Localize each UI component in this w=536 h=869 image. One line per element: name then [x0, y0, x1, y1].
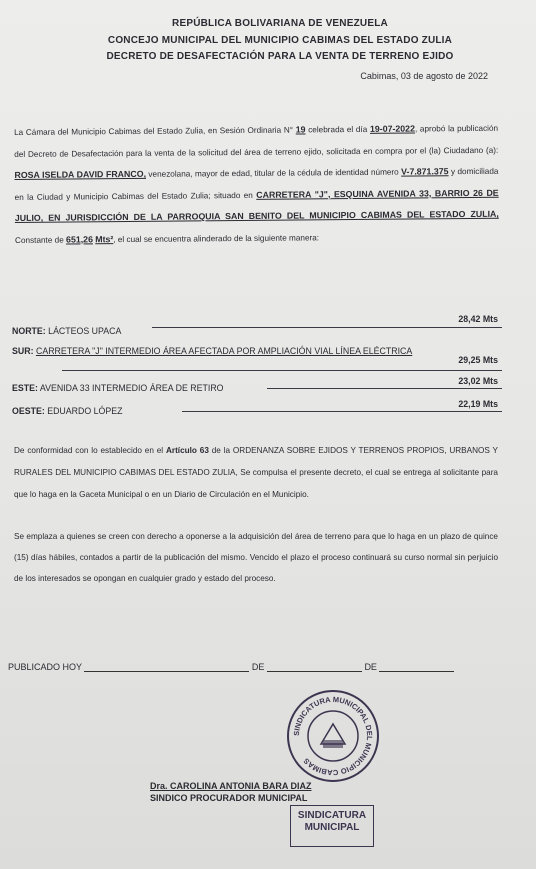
para1-text-4: venezolana, mayor de edad, titular de la cédula de identidad número [148, 167, 399, 179]
boundary-south-text: CARRETERA "J" INTERMEDIO ÁREA AFECTADA POR AMPLIACIÓN VIAL LÍNEA ELÉCTRICA [35, 346, 413, 356]
boundary-north-text: LÁCTEOS UPACA [48, 326, 122, 336]
boundary-south-rule [62, 370, 502, 371]
property-location: CARRETERA "J", ESQUINA AVENIDA 33, BARRIO 26 DE JULIO, EN JURISDICCIÓN DE LA PARROQUIA SAN BENITO DEL MUNICIPIO CABIMAS DEL ESTADO ZULIA, [14, 187, 499, 223]
boundary-east-text: AVENIDA 33 INTERMEDIO ÁREA DE RETIRO [39, 383, 224, 393]
header-decree-title: DECRETO DE DESAFECTACIÓN PARA LA VENTA DE TERRENO EJIDO [106, 51, 454, 62]
boundary-north-length: 28,42 Mts [458, 314, 498, 324]
published-de-2: DE [364, 662, 377, 672]
para1-text-3: , aprobó la publicación del Decreto de Desafectación para la venta de la solicitud del área de terreno ejido, solicitada en compra por el (la) Ciudadano (a): [14, 123, 499, 159]
para1-text-5: y domiciliada en la Ciudad y Municipio Cabimas del Estado Zulia; situado en [14, 166, 499, 202]
boundary-north-rule [152, 327, 502, 328]
paragraph-session [14, 118, 499, 251]
official-seal [285, 688, 381, 789]
boundary-west-rule [182, 411, 502, 412]
para1-text-1: La Cámara del Municipio Cabimas del Estado Zulia, en Sesión Ordinaria N° [14, 125, 294, 137]
published-line [8, 662, 508, 672]
boundary-west-length: 22,19 Mts [458, 399, 498, 409]
published-blank-day [84, 662, 249, 672]
boundary-north [12, 314, 502, 340]
published-blank-year [379, 662, 454, 672]
signatory-name: Dra. CAROLINA ANTONIA BARA DIAZ [150, 781, 312, 791]
boundary-east-label: ESTE: [12, 383, 38, 393]
applicant-name: ROSA ISELDA DAVID FRANCO, [14, 168, 147, 180]
signatory-title: SINDICO PROCURADOR MUNICIPAL [150, 793, 308, 803]
boundary-east [12, 376, 502, 399]
boundary-south-label: SUR: [12, 346, 34, 356]
id-number: V-7.871.375 [401, 166, 449, 177]
boundary-south-length: 29,25 Mts [458, 355, 498, 365]
boundary-west [12, 400, 502, 420]
paragraph-legal-basis [14, 440, 498, 506]
boundary-east-rule [267, 388, 502, 389]
seal-ring-text: SINDICATURA MUNICIPAL DEL MUNICIPIO CABIMAS [291, 694, 375, 778]
boundary-north-label: NORTE: [12, 326, 46, 336]
published-blank-month [267, 662, 362, 672]
paragraph-opposition-notice: Se emplaza a quienes se creen con derecho a oponerse a la adquisición del área de terreno para que lo haga en un plazo de quince (15) días hábiles, contados a partir de la publicación del mismo. Vencido el plazo el proceso continuará su curso normal sin perjuicio de los interesados se opongan en cualquier grado y estado del proceso. [14, 532, 498, 583]
boundary-east-length: 23,02 Mts [458, 376, 498, 386]
signature-block [150, 780, 312, 804]
boundary-west-label: OESTE: [12, 406, 45, 416]
header-republic: REPÚBLICA BOLIVARIANA DE VENEZUELA [172, 18, 388, 29]
area-unit: Mts² [95, 233, 114, 244]
boundary-south [12, 342, 502, 376]
svg-text:SINDICATURA MUNICIPAL DEL MUNI [292, 695, 374, 777]
article-reference: Artículo 63 [165, 446, 209, 455]
session-date: 19-07-2022 [369, 123, 415, 134]
document-date: Cabimas, 03 de agosto de 2022 [360, 71, 488, 81]
para2-text-1: De conformidad con lo establecido en el [14, 446, 164, 455]
boundary-west-text: EDUARDO LÓPEZ [47, 406, 123, 416]
seal-graphic [285, 688, 381, 784]
sindicatura-stamp [290, 805, 374, 847]
stamp-line-2: MUNICIPAL [304, 822, 360, 833]
para2-text-2: de la ORDENANZA SOBRE EJIDOS Y TERRENOS PROPIOS, URBANOS Y RURALES DEL MUNICIPIO CABIMAS DEL ESTADO ZULIA, Se compulsa el presente decreto, el cual se entrega al solicitante para que lo haga en la Gaceta Municipal o en un Diario de Circulación en el Municipio. [14, 446, 498, 499]
published-label: PUBLICADO HOY [8, 662, 82, 672]
stamp-line-1: SINDICATURA [297, 810, 367, 821]
header-council: CONCEJO MUNICIPAL DEL MUNICIPIO CABIMAS DEL ESTADO ZULIA [107, 35, 453, 46]
para1-text-7: , el cual se encuentra alinderado de la siguiente manera: [113, 232, 320, 244]
property-area: 651,26 [65, 233, 93, 245]
para1-text-2: celebrada el día [308, 124, 368, 135]
published-de-1: DE [251, 662, 265, 672]
session-number: 19 [295, 124, 306, 135]
para1-text-6: Constante de [14, 235, 64, 245]
